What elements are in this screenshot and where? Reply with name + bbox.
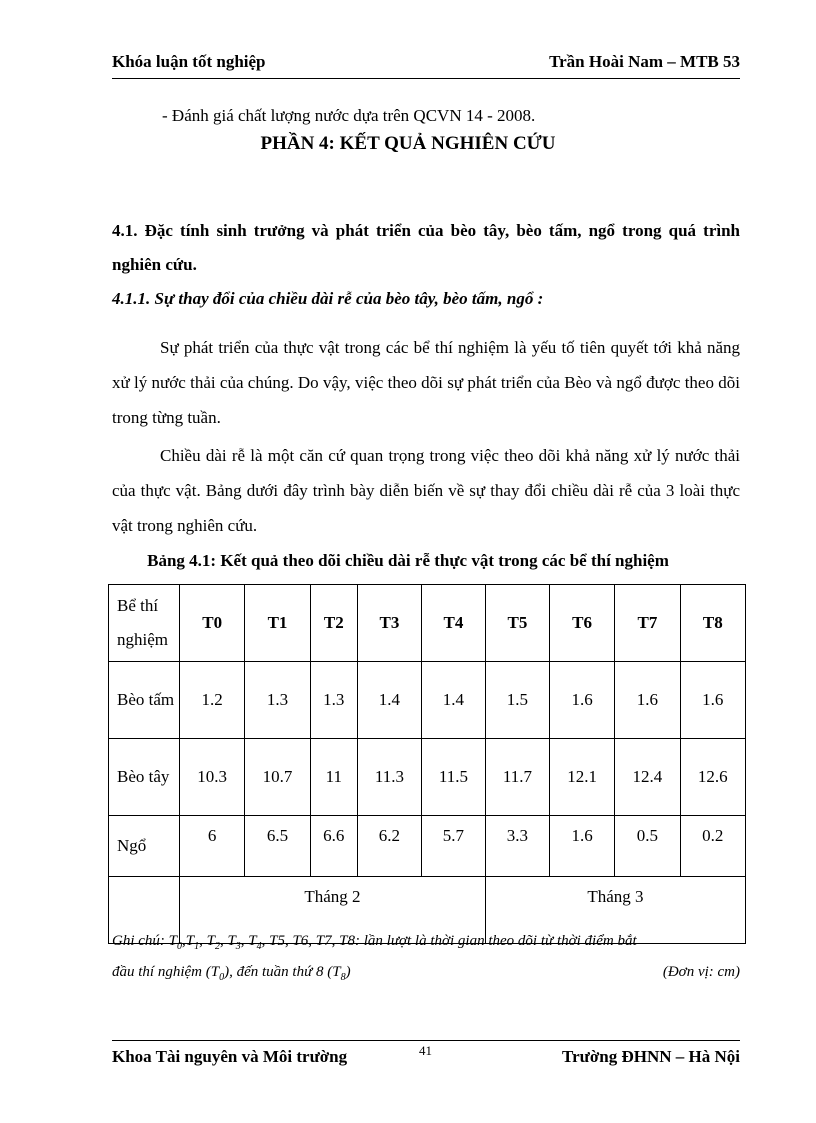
header-author: Trần Hoài Nam – MTB 53 [549,52,740,71]
root-length-table [108,584,746,944]
footer-faculty: Khoa Tài nguyên và Môi trường [112,1047,348,1066]
table-cell: 11 [310,739,357,816]
table-header-row [109,585,746,662]
subsection-title: 4.1.1. Sự thay đổi của chiều dài rễ của bèo tây, bèo tấm, ngổ : [112,289,544,308]
table-caption: Bảng 4.1: Kết quả theo dõi chiều dài rễ thực vật trong các bể thí nghiệm [147,551,669,570]
table-cell: 12.1 [549,739,614,816]
table-cell: 6.2 [357,816,421,877]
table-row [109,816,746,877]
column-header: T7 [615,585,680,662]
table-cell: 1.5 [485,662,549,739]
corner-header: Bể thí nghiệm [109,585,180,662]
table-cell: 0.5 [615,816,680,877]
table-cell: 1.2 [180,662,245,739]
table-cell: 10.7 [245,739,310,816]
table-row [109,662,746,739]
table-cell: 3.3 [485,816,549,877]
table-cell: 1.4 [357,662,421,739]
column-header: T1 [245,585,310,662]
table-cell: 6 [180,816,245,877]
page-footer [112,1040,740,1071]
month-label: Tháng 3 [485,877,745,944]
row-label: Bèo tây [109,739,180,816]
table-cell: 5.7 [421,816,485,877]
column-header: T4 [421,585,485,662]
part-title: PHẦN 4: KẾT QUẢ NGHIÊN CỨU [260,133,556,154]
paragraph-1: Sự phát triển của thực vật trong các bể thí nghiệm là yếu tố tiên quyết tới khả năng xử lý nước thải của chúng. Do vậy, việc theo dõi sự phát triển của Bèo và ngổ được theo dõi trong từng tuần. [112,338,740,427]
table-cell: 1.3 [310,662,357,739]
row-label: Ngổ [109,816,180,877]
table-cell: 1.6 [680,662,745,739]
month-label: Tháng 2 [180,877,486,944]
table-cell: 1.6 [615,662,680,739]
table-cell: 1.6 [549,662,614,739]
paragraph-2: Chiều dài rễ là một căn cứ quan trọng trong việc theo dõi khả năng xử lý nước thải của thực vật. Bảng dưới đây trình bày diễn biến về sự thay đổi chiều dài rễ của 3 loài thực vật trong nghiên cứu. [112,446,740,535]
table-note-continued: đầu thí nghiệm $(T_0)$, đến tuần thứ 8 $(T_8)$ (Đơn vị: cm) [112,957,740,993]
table-row [109,739,746,816]
table-cell: 11.5 [421,739,485,816]
table-cell: 12.6 [680,739,745,816]
section-title: 4.1. Đặc tính sinh trưởng và phát triển của bèo tây, bèo tấm, ngổ trong quá trình nghiên cứu. [112,221,740,274]
table-cell: 10.3 [180,739,245,816]
header-thesis-label: Khóa luận tốt nghiệp [112,52,266,71]
bullet-item: - Đánh giá chất lượng nước dựa trên QCVN 14 - 2008. [162,106,536,125]
table-cell: 11.3 [357,739,421,816]
table-cell: 6.5 [245,816,310,877]
column-header: T6 [549,585,614,662]
page-number: 41 [419,1043,432,1058]
table-cell: 1.6 [549,816,614,877]
table-cell: 6.6 [310,816,357,877]
column-header: T8 [680,585,745,662]
column-header: T0 [180,585,245,662]
column-header: T5 [485,585,549,662]
footer-university: Trường ĐHNN – Hà Nội [562,1047,740,1066]
table-cell: 0.2 [680,816,745,877]
unit-label: (Đơn vị: cm) [662,964,740,980]
column-header: T3 [357,585,421,662]
table-note: Ghi chú: $T_0,T_1$, $T_2$, $T_3$, $T_4$, T5, T6, T7, T8: lần lượt là thời gian theo dõi từ thời điểm bắt [112,933,637,952]
table-cell: 1.3 [245,662,310,739]
table-cell: 11.7 [485,739,549,816]
column-header: T2 [310,585,357,662]
page-header [112,52,740,79]
row-label: Bèo tấm [109,662,180,739]
table-cell: 1.4 [421,662,485,739]
table-cell: 12.4 [615,739,680,816]
